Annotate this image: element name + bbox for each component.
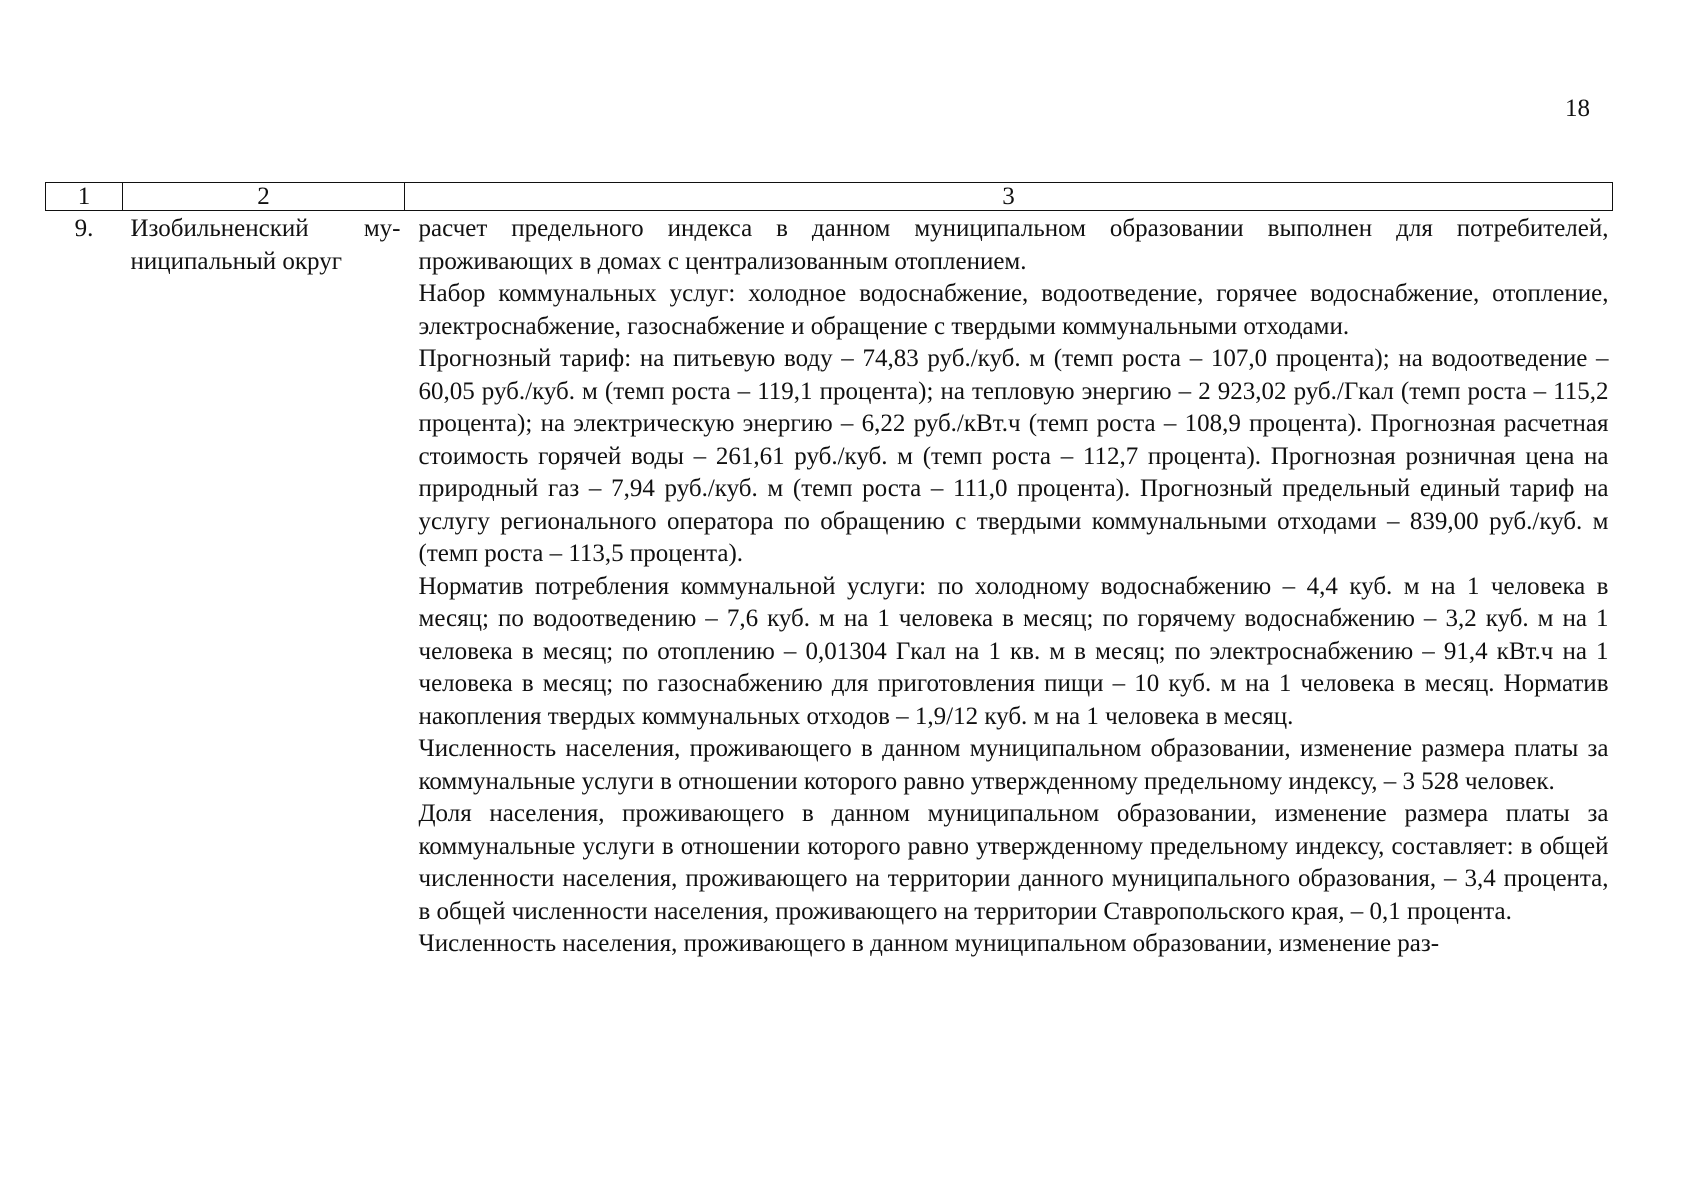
- paragraph-population-continued: Численность населения, проживающего в данном муниципальном образовании, изменение раз-: [418, 930, 1440, 957]
- paragraph-population-count: Численность населения, проживающего в данном муниципальном образовании, изменение размера платы за коммунальные услуги в отношении которого равно утвержденному предельному индексу, – 3 528 человек.: [418, 735, 1609, 795]
- row-content: [405, 211, 1613, 961]
- paragraph-consumption-norm: Норматив потребления коммунальной услуги: по холодному водоснабжению – 4,4 куб. м на 1 человека в месяц; по водоотведению – 7,6 куб. м на 1 человека в месяц; по горячему водоснабжению – 3,2 куб. м на 1 человека в месяц; по отоплению – 0,01304 Гкал на 1 кв. м в месяц; по электроснабжению – 91,4 кВт.ч на 1 человека в месяц; по газоснабжению для приготовления пищи – 10 куб. м на 1 человека в месяц. Норматив накопления твердых коммунальных отходов – 1,9/12 куб. м на 1 человека в месяц.: [418, 572, 1609, 730]
- table-header: [46, 183, 1613, 211]
- table-row: [46, 211, 1613, 961]
- municipality-name: Изобильненский муниципальный округ: [130, 215, 401, 275]
- table-body: [46, 211, 1613, 961]
- tariff-table: [45, 182, 1613, 961]
- row-number: 9.: [74, 215, 94, 242]
- paragraph-services-set: Набор коммунальных услуг: холодное водоснабжение, водоотведение, горячее водоснабжение, отопление, электроснабжение, газоснабжение и обращение с твердыми коммунальными отходами.: [418, 280, 1609, 340]
- header-col-1: 1: [46, 183, 123, 211]
- header-col-2: 2: [123, 183, 405, 211]
- header-col-3: 3: [405, 183, 1613, 211]
- paragraph-index-calculation: расчет предельного индекса в данном муниципальном образовании выполнен для потребителей, проживающих в домах с централизованным отоплением.: [418, 215, 1609, 275]
- header-row: [46, 183, 1613, 211]
- paragraph-forecast-tariff: Прогнозный тариф: на питьевую воду – 74,83 руб./куб. м (темп роста – 107,0 процента); на водоотведение – 60,05 руб./куб. м (темп роста – 119,1 процента); на тепловую энергию – 2 923,02 руб./Гкал (темп роста – 115,2 процента); на электрическую энергию – 6,22 руб./кВт.ч (темп роста – 108,9 процента). Прогнозная расчетная стоимость горячей воды – 261,61 руб./куб. м (темп роста – 112,7 процента). Прогнозная розничная цена на природный газ – 7,94 руб./куб. м (темп роста – 111,0 процента). Прогнозный предельный единый тариф на услугу регионального оператора по обращению с твердыми коммунальными отходами – 839,00 руб./куб. м (темп роста – 113,5 процента).: [418, 345, 1609, 567]
- paragraph-population-share: Доля населения, проживающего в данном муниципальном образовании, изменение размера платы за коммунальные услуги в отношении которого равно утвержденному предельному индексу, составляет: в общей численности населения, проживающего на территории данного муниципального образования, – 3,4 процента, в общей численности населения, проживающего на территории Ставропольского края, – 0,1 процента.: [418, 800, 1609, 925]
- page-number: 18: [1565, 95, 1590, 122]
